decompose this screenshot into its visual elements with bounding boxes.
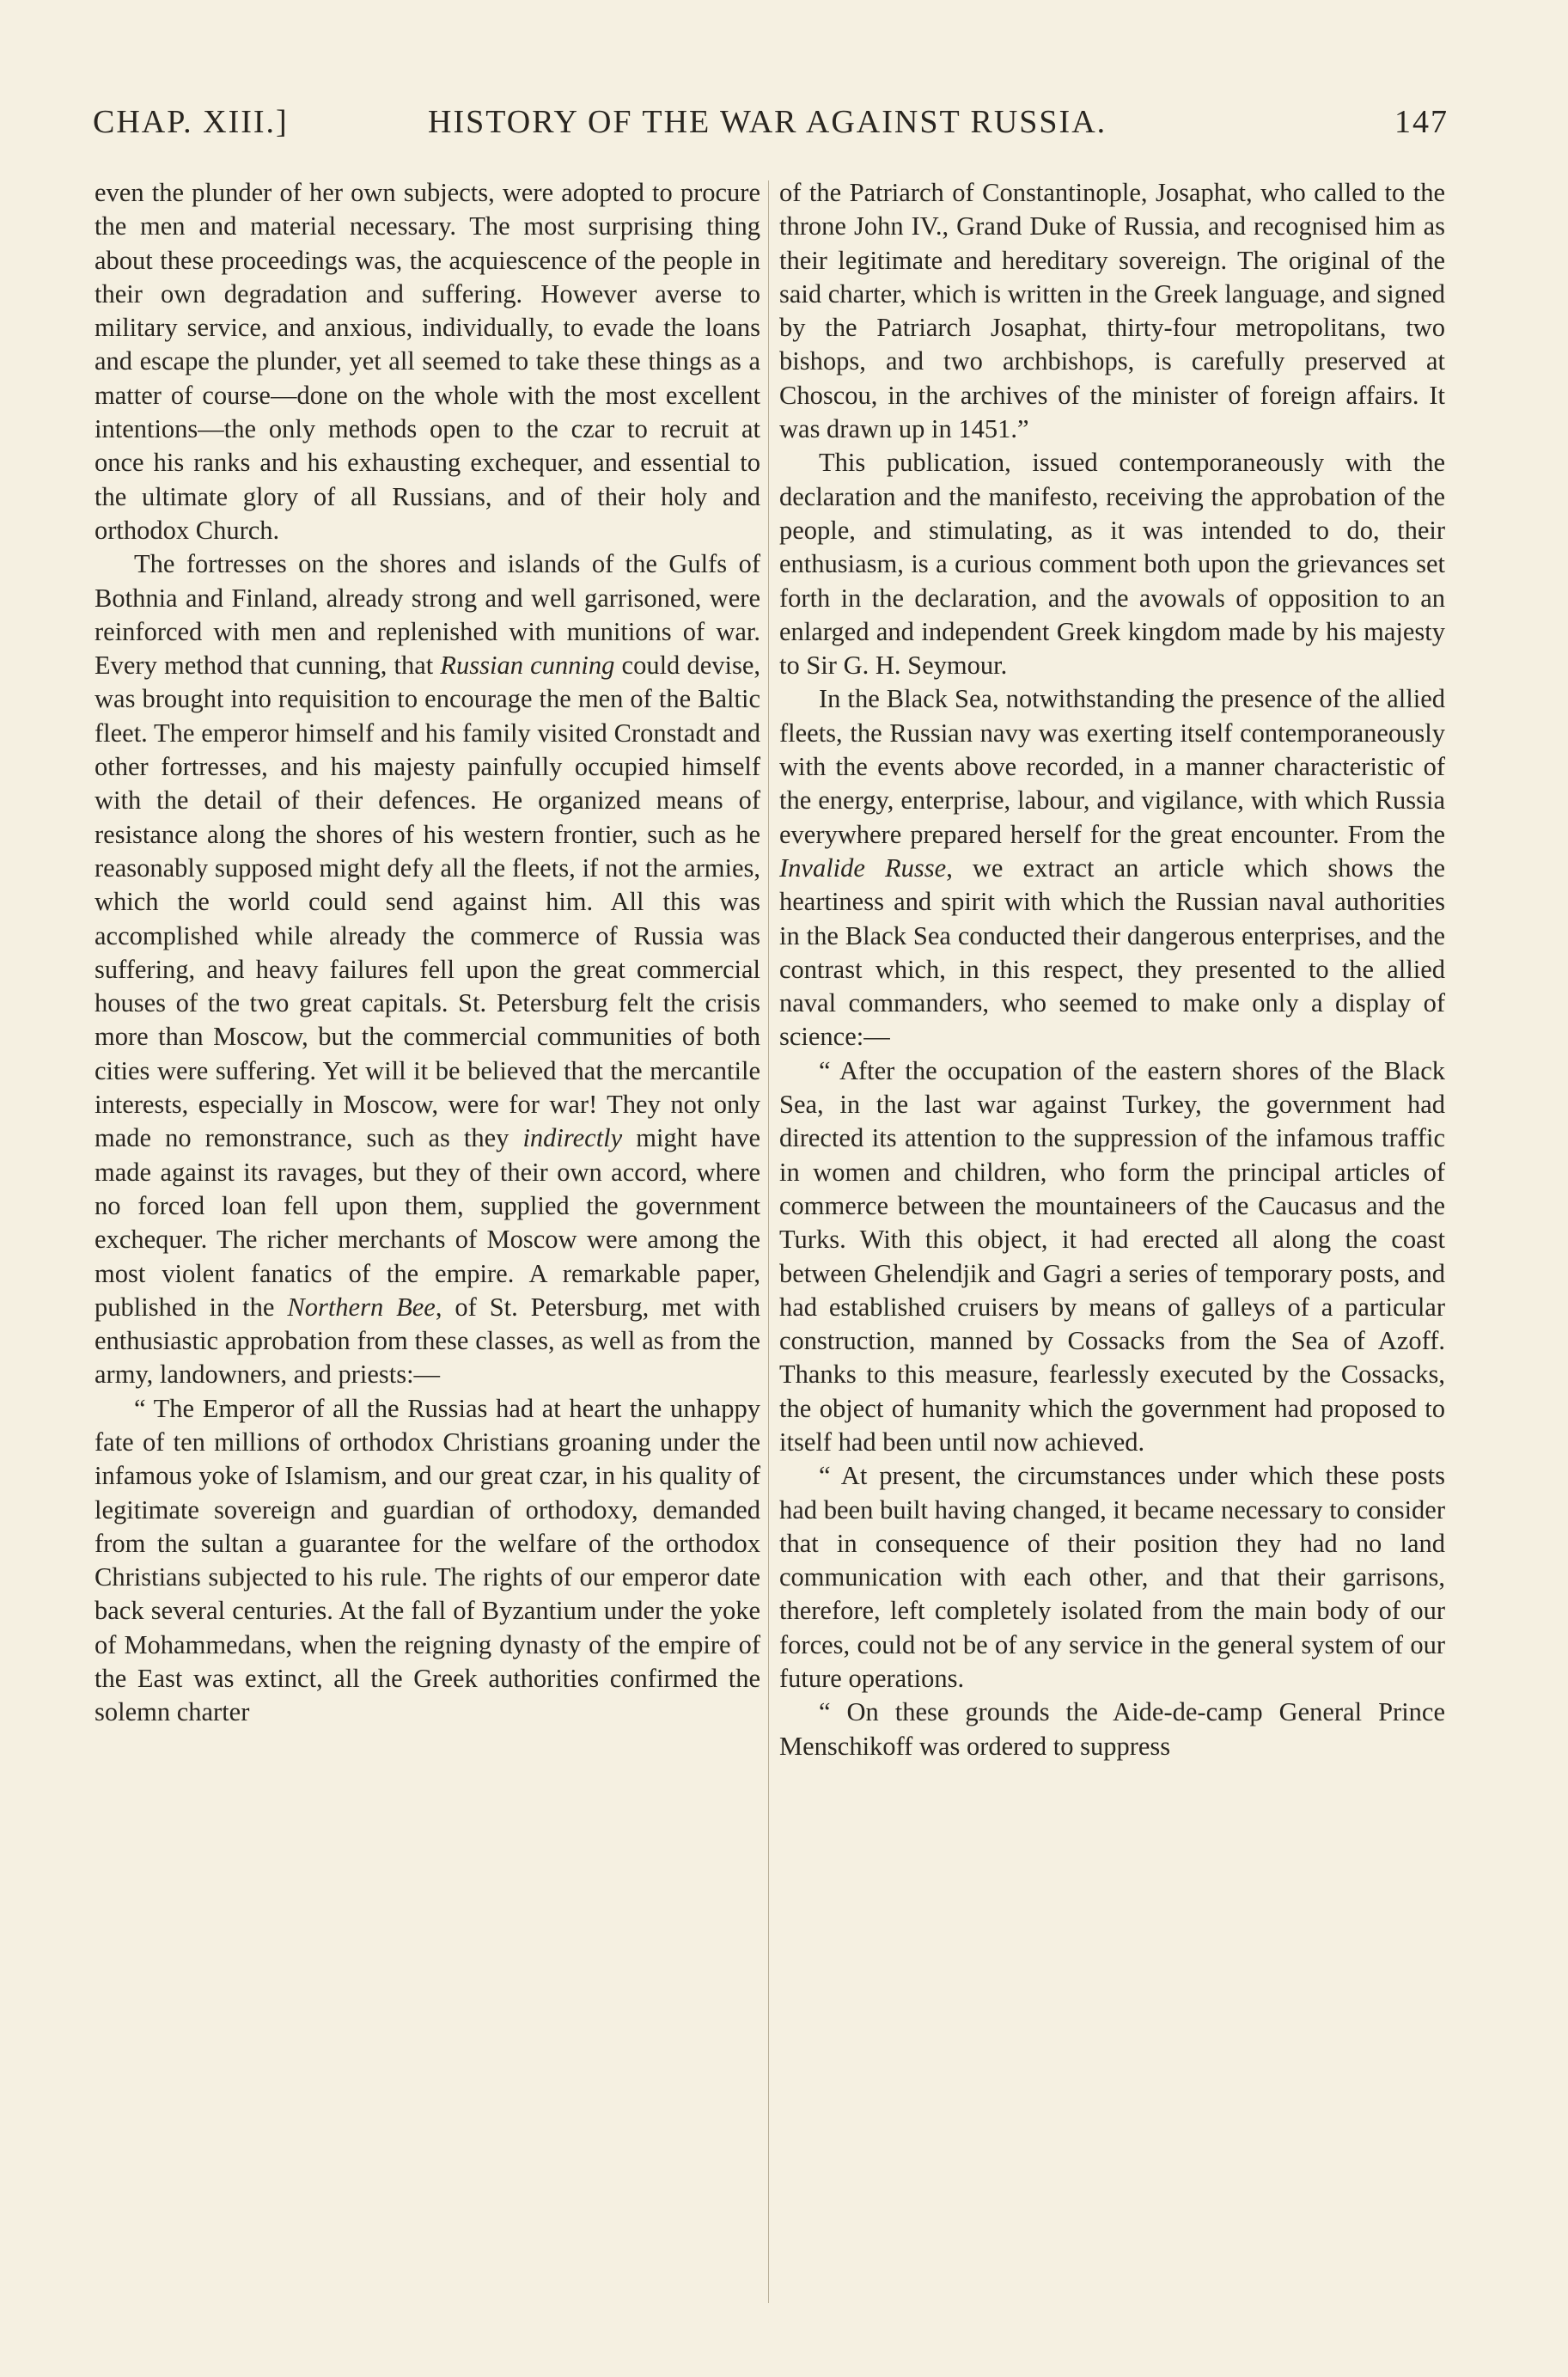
italic-phrase: Invalide Russe <box>779 852 947 883</box>
paragraph: of the Patriarch of Constantinople, Josaphat, who called to the throne John IV., Grand Duke of Russia, and recognised him as their legitimate and hereditary sovereign. The original of the said charter, which is written in the Greek language, and signed by the Patriarch Josaphat, thirty-four metropolitans, two bishops, and two archbishops, is carefully preserved at Choscou, in the archives of the minister of foreign affairs. It was drawn up in 1451.” <box>779 178 1445 444</box>
quoted-paragraph: “ The Emperor of all the Russias had at heart the unhappy fate of ten millions of orthodox Christians groaning under the infamous yoke of Islamism, and our great czar, in his quality of legitimate sovereign and guardian of orthodoxy, demanded from the sultan a guarantee for the welfare of the orthodox Christians subjected to his rule. The rights of our emperor date back several centuries. At the fall of Byzantium under the yoke of Mohammedans, when the reigning dynasty of the empire of the East was extinct, all the Greek authorities confirmed the solemn charter <box>95 1393 760 1727</box>
italic-phrase: Russian cunning <box>440 651 615 681</box>
running-header <box>93 103 1449 155</box>
page-number: 147 <box>1394 104 1449 140</box>
quoted-paragraph: “ On these grounds the Aide-de-camp General Prince Menschikoff was ordered to suppress <box>779 1697 1445 1761</box>
paragraph: In the Black Sea, notwithstanding the presence of the allied fleets, the Russian navy was exerting itself contemporaneously with the events above recorded, in a manner characteristic of the energy, enterprise, labour, and vigilance, with which Russia everywhere prepared herself for the great encounter. From the Invalide Russe, we extract an article which shows the heartiness and spirit with which the Russian naval authorities in the Black Sea conducted their dangerous enterprises, and the contrast which, in this respect, they presented to the allied naval commanders, who seemed to make only a display of science:— <box>779 684 1445 1052</box>
quoted-paragraph: “ At present, the circumstances under which these posts had been built having changed, it became necessary to consider that in consequence of their position they had no land communication with each other, and that their garrisons, therefore, left completely isolated from the main body of our forces, could not be of any service in the general system of our future operations. <box>779 1461 1445 1694</box>
column-divider <box>768 180 769 2303</box>
paragraph: even the plunder of her own subjects, were adopted to procure the men and material necessary. The most surprising thing about these proceedings was, the acquiescence of the people in their own degradation and suffering. However averse to military service, and anxious, individually, to evade the loans and escape the plunder, yet all seemed to take these things as a matter of course—done on the whole with the most excellent intentions—the only methods open to the czar to recruit at once his ranks and his exhausting exchequer, and essential to the ultimate glory of all Russians, and of their holy and orthodox Church. <box>95 178 760 545</box>
paragraph: The fortresses on the shores and islands of the Gulfs of Bothnia and Finland, already strong and well garrisoned, were reinforced with men and replenished with munitions of war. Every method that cunning, that Russian cunning could devise, was brought into requisition to encourage the men of the Baltic fleet. The emperor himself and his family visited Cronstadt and other fortresses, and his majesty painfully occupied himself with the detail of their defences. He organized means of resistance along the shores of his western frontier, such as he reasonably supposed might defy all the fleets, if not the armies, which the world could send against him. All this was accomplished while already the commerce of Russia was suffering, and heavy failures fell upon the great commercial houses of the two great capitals. St. Petersburg felt the crisis more than Moscow, but the commercial communities of both cities were suffering. Yet will it be believed that the mercantile interests, especially in Moscow, were for war! They not only made no remonstrance, such as they indirectly might have made against its ravages, but they of their own accord, where no forced loan fell upon them, supplied the government exchequer. The richer merchants of Moscow were among the most violent fanatics of the empire. A remarkable paper, published in the Northern Bee, of St. Petersburg, met with enthusiastic approbation from these classes, as well as from the army, landowners, and priests:— <box>95 549 761 1390</box>
chapter-label: CHAP. XIII.] <box>93 104 289 140</box>
italic-phrase: Northern Bee <box>287 1292 436 1322</box>
running-title: HISTORY OF THE WAR AGAINST RUSSIA. <box>428 104 1107 140</box>
quoted-paragraph: “ After the occupation of the eastern shores of the Black Sea, in the last war against Turkey, the government had directed its attention to the suppression of the infamous traffic in women and children, who form the principal articles of commerce between the mountaineers of the Caucasus and the Turks. With this object, it had erected all along the coast between Ghelendjik and Gagri a series of temporary posts, and had established cruisers by means of galleys of a particular construction, manned by Cossacks from the Sea of Azoff. Thanks to this measure, fearlessly executed by the Cossacks, the object of humanity which the government had proposed to itself had been until now achieved. <box>779 1055 1445 1457</box>
left-column <box>95 176 760 1730</box>
paragraph: This publication, issued contemporaneously with the declaration and the manifesto, receiving the approbation of the people, and stimulating, as it was intended to do, their enthusiasm, is a curious comment both upon the grievances set forth in the declaration, and the avowals of opposition to an enlarged and independent Greek kingdom made by his majesty to Sir G. H. Seymour. <box>779 448 1445 681</box>
italic-phrase: indirectly <box>522 1123 623 1153</box>
right-column <box>779 176 1445 1763</box>
